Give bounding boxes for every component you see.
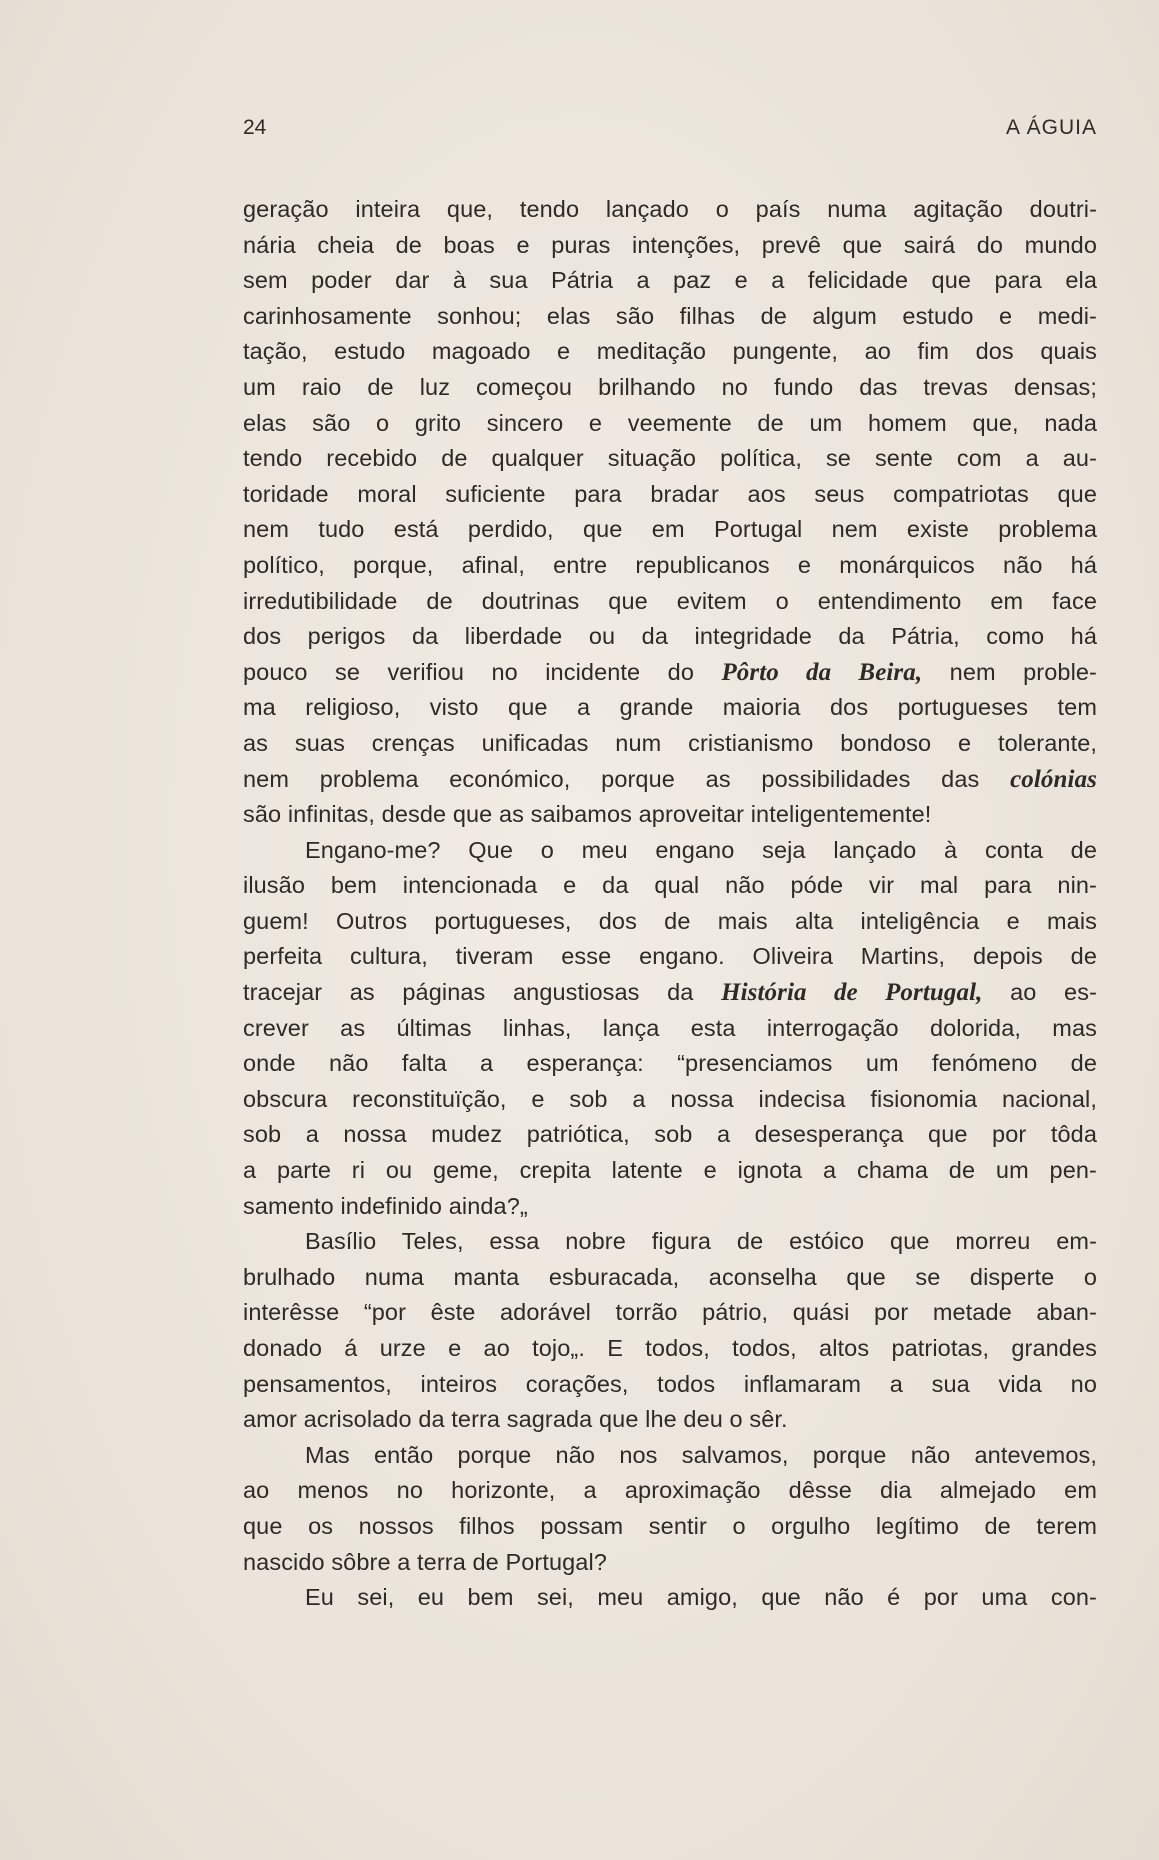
- text-line: perfeita cultura, tiveram esse engano. Oliveira Martins, depois de: [243, 943, 1097, 970]
- text-line: Eu sei, eu bem sei, meu amigo, que não é por uma con-: [305, 1584, 1097, 1611]
- text-line: ma religioso, visto que a grande maioria dos portugueses tem: [243, 694, 1097, 721]
- text-segment: nem problema económico, porque as possibilidades das: [243, 765, 1011, 792]
- text-line: [243, 975, 1097, 1011]
- text-segment: nem proble-: [922, 658, 1097, 685]
- text-line: pensamentos, inteiros corações, todos inflamaram a sua vida no: [243, 1370, 1097, 1397]
- text-line: nem tudo está perdido, que em Portugal nem existe problema: [243, 516, 1097, 543]
- text-line: um raio de luz começou brilhando no fundo das trevas densas;: [243, 373, 1097, 400]
- text-line: elas são o grito sincero e veemente de um homem que, nada: [243, 409, 1097, 436]
- text-line: [243, 762, 1097, 798]
- running-head: [243, 116, 1097, 146]
- text-line: tendo recebido de qualquer situação política, se sente com a au-: [243, 445, 1097, 472]
- text-line: guem! Outros portugueses, dos de mais alta inteligência e mais: [243, 907, 1097, 934]
- text-line: dos perigos da liberdade ou da integridade da Pátria, como há: [243, 623, 1097, 650]
- italic-title: colónias: [1010, 765, 1097, 793]
- text-line: Mas então porque não nos salvamos, porque não antevemos,: [305, 1441, 1097, 1468]
- text-line: tação, estudo magoado e meditação pungente, ao fim dos quais: [243, 338, 1097, 365]
- italic-title: Pôrto da Beira,: [721, 658, 923, 686]
- text-line: toridade moral suficiente para bradar aos seus compatriotas que: [243, 480, 1097, 507]
- text-line: carinhosamente sonhou; elas são filhas de algum estudo e medi-: [243, 302, 1097, 329]
- text-line: ilusão bem intencionada e da qual não póde vir mal para nin-: [243, 872, 1097, 899]
- text-line: interêsse “por êste adorável torrão pátrio, quási por metade aban-: [243, 1299, 1097, 1326]
- journal-title: A ÁGUIA: [1005, 116, 1097, 139]
- text-line: as suas crenças unificadas num cristianismo bondoso e tolerante,: [243, 729, 1097, 756]
- text-line: a parte ri ou geme, crepita latente e ignota a chama de um pen-: [243, 1157, 1097, 1184]
- text-line: irredutibilidade de doutrinas que evitem o entendimento em face: [243, 587, 1097, 614]
- text-line: [243, 655, 1097, 691]
- text-line: político, porque, afinal, entre republicanos e monárquicos não há: [243, 551, 1097, 578]
- text-line: amor acrisolado da terra sagrada que lhe deu o sêr.: [243, 1406, 788, 1433]
- text-segment: ao es-: [982, 979, 1097, 1006]
- body-text: [243, 192, 1097, 1616]
- text-segment: tracejar as páginas angustiosas da: [243, 979, 722, 1006]
- text-line: onde não falta a esperança: “presenciamos um fenómeno de: [243, 1050, 1097, 1077]
- text-line: sob a nossa mudez patriótica, sob a desesperança que por tôda: [243, 1121, 1097, 1148]
- text-line: brulhado numa manta esburacada, aconselha que se disperte o: [243, 1263, 1097, 1290]
- text-segment: pouco se verifiou no incidente do: [243, 658, 722, 685]
- text-line: ao menos no horizonte, a aproximação dêsse dia almejado em: [243, 1477, 1097, 1504]
- text-line: nária cheia de boas e puras intenções, prevê que sairá do mundo: [243, 231, 1097, 258]
- text-line: Basílio Teles, essa nobre figura de estóico que morreu em-: [305, 1228, 1097, 1255]
- text-line: obscura reconstituïção, e sob a nossa indecisa fisionomia nacional,: [243, 1085, 1097, 1112]
- page-number: 24: [243, 116, 267, 139]
- text-line: nascido sôbre a terra de Portugal?: [243, 1548, 607, 1575]
- text-line: Engano-me? Que o meu engano seja lançado à conta de: [305, 836, 1097, 863]
- italic-title: História de Portugal,: [721, 979, 983, 1007]
- text-line: crever as últimas linhas, lança esta interrogação dolorida, mas: [243, 1014, 1097, 1041]
- text-line: samento indefinido ainda?„: [243, 1192, 528, 1219]
- text-line: geração inteira que, tendo lançado o país numa agitação doutri-: [243, 196, 1097, 222]
- text-line: sem poder dar à sua Pátria a paz e a felicidade que para ela: [243, 267, 1097, 294]
- text-line: que os nossos filhos possam sentir o orgulho legítimo de terem: [243, 1512, 1097, 1539]
- text-line: são infinitas, desde que as saibamos aproveitar inteligentemente!: [243, 801, 932, 828]
- text-line: donado á urze e ao tojo„. E todos, todos, altos patriotas, grandes: [243, 1335, 1097, 1361]
